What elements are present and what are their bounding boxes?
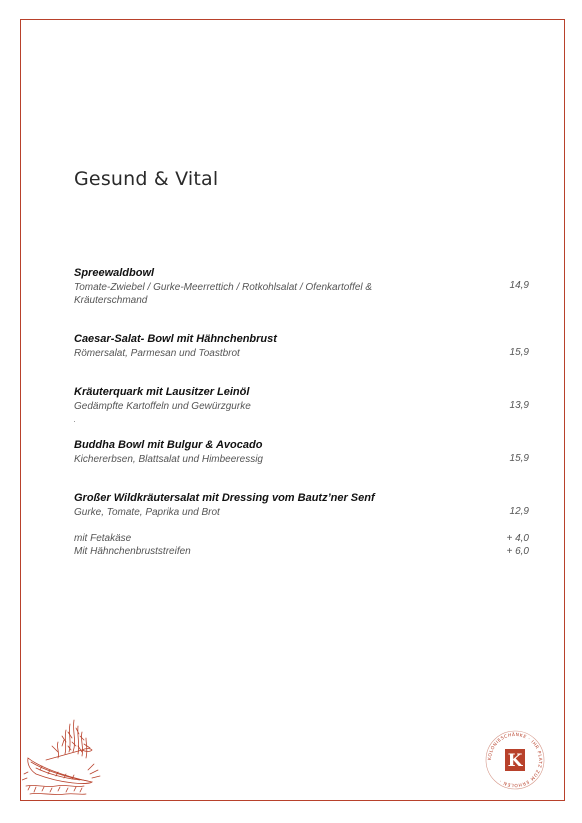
menu-item [74,491,529,519]
item-name: Caesar-Salat- Bowl mit Hähnchenbrust [74,333,277,345]
extra-price: + 4,0 [506,533,529,544]
item-price: 15,9 [509,347,529,358]
logo-letter: K [507,751,523,771]
item-price: 15,9 [509,453,529,464]
logo-ring-text: KOLONIESCHÄNKE · IHR PLATZ ZUM ERHOLEN · [487,732,543,788]
menu-item [74,385,529,413]
item-description: Gurke, Tomate, Paprika und Brot [74,507,220,518]
item-name: Spreewaldbowl [74,267,155,279]
section-title: Gesund & Vital [74,168,219,190]
extra-option [74,533,529,544]
menu-item [74,266,529,307]
menu-item [74,438,529,466]
item-name: Großer Wildkräutersalat mit Dressing vom Bautz’ner Senf [74,492,375,504]
item-description: Gedämpfte Kartoffeln und Gewürzgurke [74,401,251,412]
extra-label: mit Fetakäse [74,533,132,544]
item-description: Tomate-Zwiebel / Gurke-Meerrettich / Rotkohlsalat / Ofenkartoffel & Kräuterschmand [74,282,373,306]
extra-option [74,546,529,557]
extra-price: + 6,0 [506,546,529,557]
item-name: Kräuterquark mit Lausitzer Leinöl [74,386,250,398]
item-price: 13,9 [509,400,529,411]
stray-dot [74,421,75,422]
kolonieschaenke-logo [484,729,546,791]
menu-item [74,332,529,360]
item-price: 12,9 [509,506,529,517]
canoe-illustration [22,712,104,800]
item-description: Römersalat, Parmesan und Toastbrot [74,348,240,359]
item-price: 14,9 [509,280,529,291]
item-name: Buddha Bowl mit Bulgur & Avocado [74,439,263,451]
extra-label: Mit Hähnchenbruststreifen [74,546,191,557]
item-description: Kichererbsen, Blattsalat und Himbeeressig [74,454,263,465]
